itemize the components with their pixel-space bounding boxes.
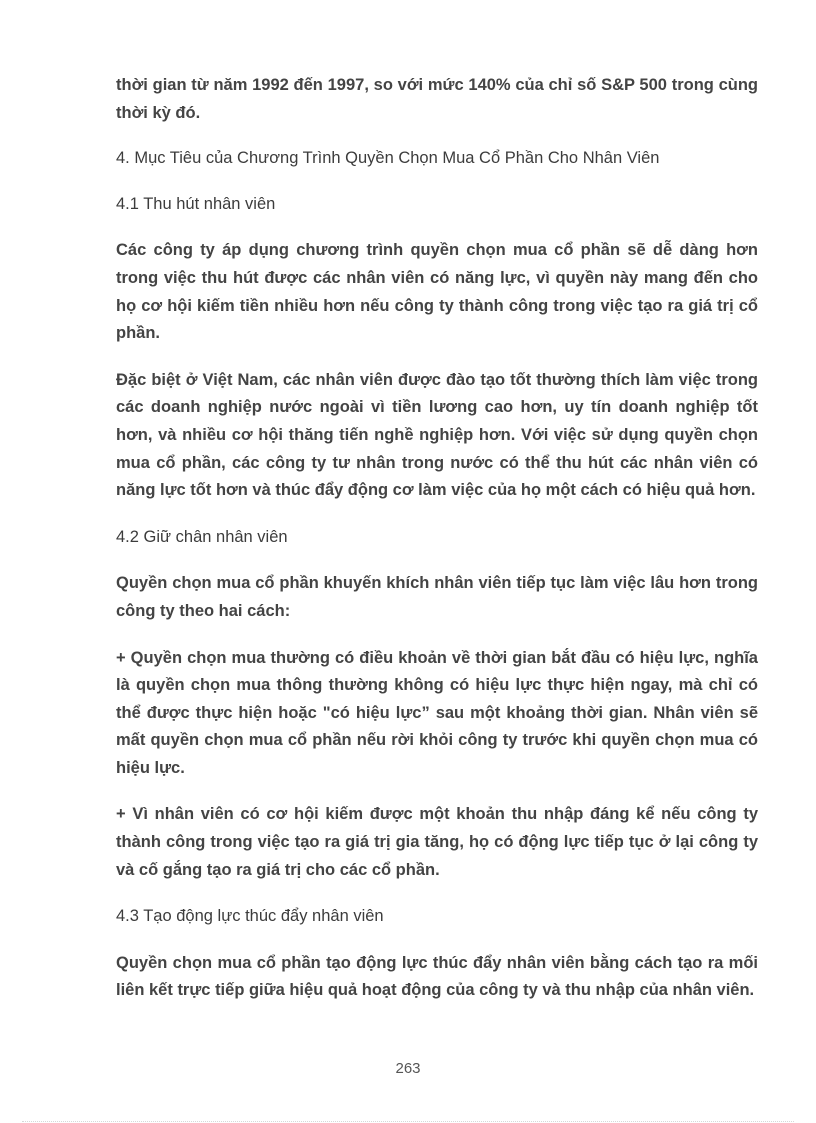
footer-divider [22, 1121, 794, 1122]
paragraph-4-2-a: Quyền chọn mua cổ phần khuyến khích nhân viên tiếp tục làm việc lâu hơn trong công ty theo hai cách: [116, 574, 758, 620]
paragraph-4-3-a: Quyền chọn mua cổ phần tạo động lực thúc đẩy nhân viên bằng cách tạo ra mối liên kết trực tiếp giữa hiệu quả hoạt động của công ty và thu nhập của nhân viên. [116, 953, 758, 1000]
page-number: 263 [395, 1060, 421, 1077]
paragraph-4-1-a: Các công ty áp dụng chương trình quyền chọn mua cổ phần sẽ dễ dàng hơn trong việc thu hút được các nhân viên có năng lực, vì quyền này mang đến cho họ cơ hội kiếm tiền nhiều hơn nếu công ty thành công trong việc tạo ra giá trị cổ phần. [116, 241, 758, 343]
intro-paragraph: thời gian từ năm 1992 đến 1997, so với mức 140% của chỉ số S&P 500 trong cùng thời kỳ đó. [116, 76, 758, 122]
section-heading-4-2: 4.2 Giữ chân nhân viên [116, 527, 288, 546]
paragraph-4-1-b: Đặc biệt ở Việt Nam, các nhân viên được đào tạo tốt thường thích làm việc trong các doanh nghiệp nước ngoài vì tiền lương cao hơn, uy tín doanh nghiệp tốt hơn, và nhiều cơ hội thăng tiến nghề nghiệp hơn. Với việc sử dụng quyền chọn mua cổ phần, các công ty tư nhân trong nước có thể thu hút các nhân viên có năng lực tốt hơn và thúc đẩy động cơ làm việc của họ một cách có hiệu quả hơn. [116, 370, 758, 500]
paragraph-4-2-b: + Quyền chọn mua thường có điều khoản về thời gian bắt đầu có hiệu lực, nghĩa là quyền chọn mua thông thường không có hiệu lực thực hiện ngay, mà chỉ có thể được thực hiện hoặc "có hiệu lực” sau một khoảng thời gian. Nhân viên sẽ mất quyền chọn mua cổ phần nếu rời khỏi công ty trước khi quyền chọn mua có hiệu lực. [116, 648, 758, 777]
paragraph-4-2-c: + Vì nhân viên có cơ hội kiếm được một khoản thu nhập đáng kể nếu công ty thành công trong việc tạo ra giá trị gia tăng, họ có động lực tiếp tục ở lại công ty và cố gắng tạo ra giá trị cho các cổ phần. [116, 805, 758, 879]
document-page [116, 72, 758, 1005]
section-heading-4-1: 4.1 Thu hút nhân viên [116, 194, 276, 213]
section-heading-4: 4. Mục Tiêu của Chương Trình Quyền Chọn Mua Cổ Phần Cho Nhân Viên [116, 149, 660, 168]
section-heading-4-3: 4.3 Tạo động lực thúc đẩy nhân viên [116, 907, 384, 926]
